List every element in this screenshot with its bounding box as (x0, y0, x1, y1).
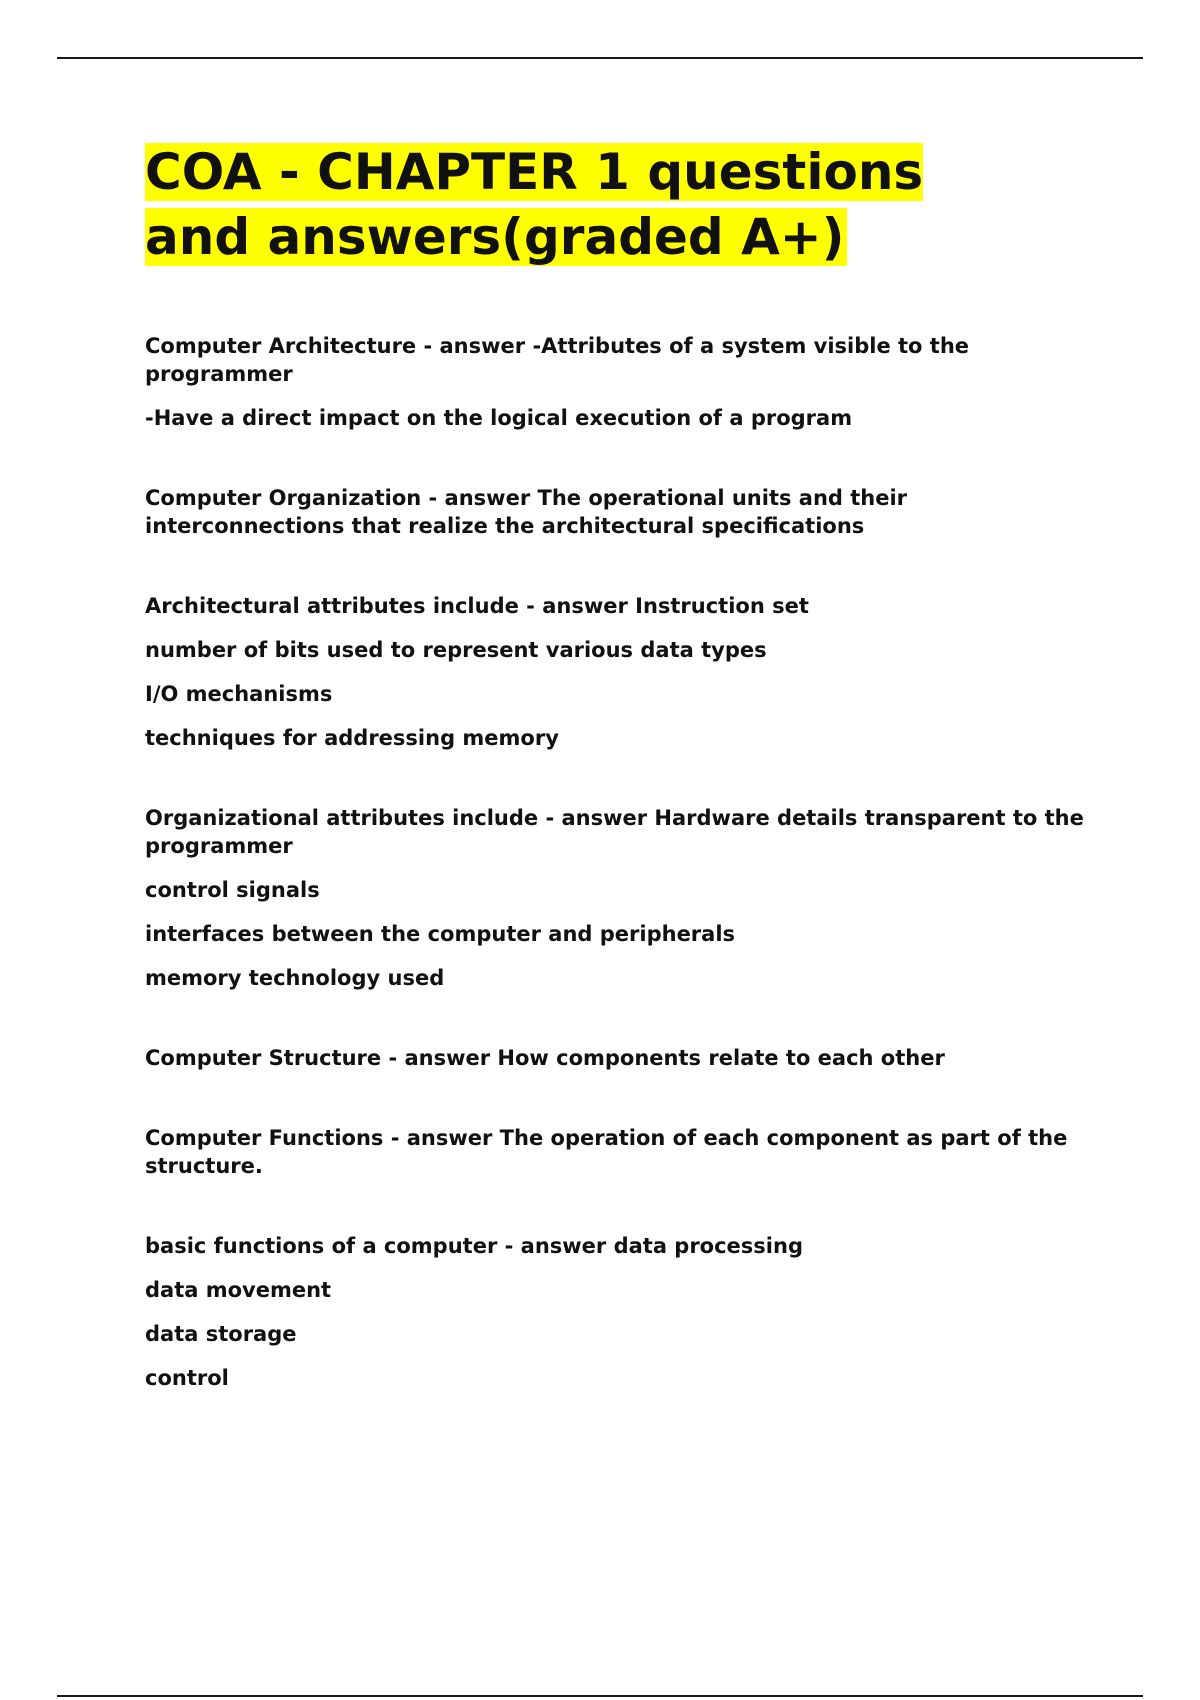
qa-line: Computer Architecture - answer -Attributes of a system visible to the programmer (145, 334, 970, 386)
bottom-rule (57, 1695, 1143, 1697)
qa-line: -Have a direct impact on the logical execution of a program (145, 406, 853, 430)
qa-line: Computer Organization - answer The operational units and their interconnections that realize the architectural specifications (145, 486, 908, 538)
qa-line: control (145, 1366, 229, 1390)
qa-line: data storage (145, 1322, 297, 1346)
document-title (145, 140, 975, 270)
qa-line: control signals (145, 878, 320, 902)
qa-entry-organizational-attributes (145, 804, 1105, 992)
qa-line: number of bits used to represent various data types (145, 638, 767, 662)
qa-line: data movement (145, 1278, 332, 1302)
qa-line: memory technology used (145, 966, 445, 990)
qa-entry-basic-functions (145, 1232, 1105, 1392)
qa-entry-computer-structure (145, 1044, 1105, 1072)
qa-entry-architectural-attributes (145, 592, 1105, 752)
qa-line: Architectural attributes include - answer Instruction set (145, 594, 809, 618)
top-rule (57, 57, 1143, 59)
qa-entry-computer-organization (145, 484, 1105, 540)
qa-line: Organizational attributes include - answer Hardware details transparent to the programmer (145, 806, 1084, 858)
qa-entry-computer-functions (145, 1124, 1105, 1180)
qa-line: I/O mechanisms (145, 682, 333, 706)
qa-line: interfaces between the computer and peripherals (145, 922, 736, 946)
title-highlight: COA - CHAPTER 1 questions and answers(graded A+) (145, 143, 924, 266)
qa-line: basic functions of a computer - answer data processing (145, 1234, 803, 1258)
qa-entry-computer-architecture (145, 332, 1105, 432)
qa-list (145, 332, 1105, 1392)
qa-line: techniques for addressing memory (145, 726, 559, 750)
qa-line: Computer Structure - answer How components relate to each other (145, 1046, 945, 1070)
qa-line: Computer Functions - answer The operation of each component as part of the structure. (145, 1126, 1068, 1178)
document-page (145, 140, 1105, 1444)
